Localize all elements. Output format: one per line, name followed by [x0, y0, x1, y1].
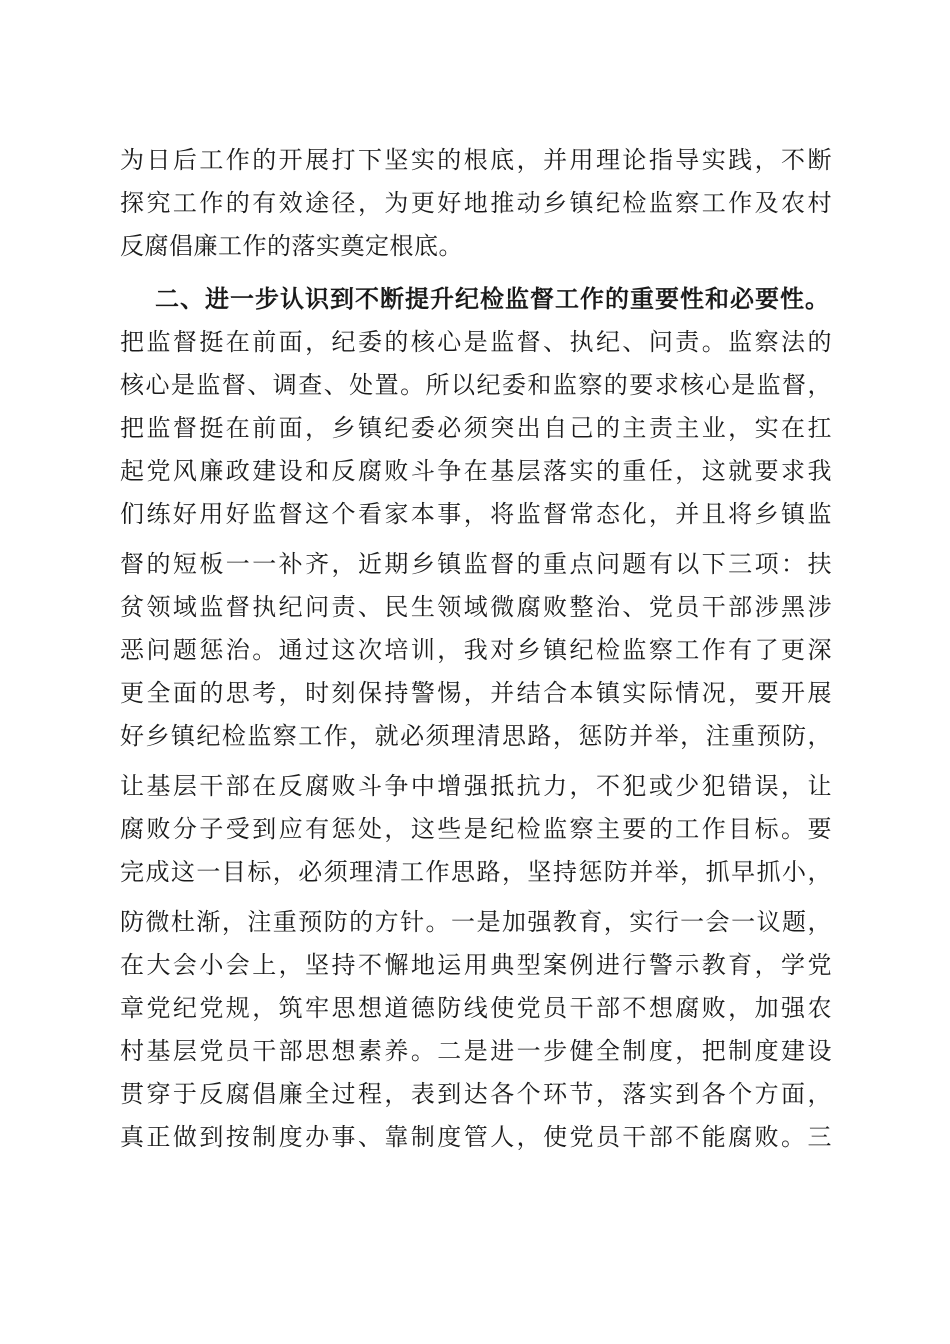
- paragraph-line: 让基层干部在反腐败斗争中增强抵抗力，不犯或少犯错误，让: [120, 772, 832, 800]
- paragraph-line: 们练好用好监督这个看家本事，将监督常态化，并且将乡镇监: [120, 500, 832, 528]
- paragraph-line: 腐败分子受到应有惩处，这些是纪检监察主要的工作目标。要: [120, 815, 832, 843]
- paragraph-line: 探究工作的有效途径，为更好地推动乡镇纪检监察工作及农村: [120, 189, 832, 217]
- paragraph-line: 贯穿于反腐倡廉全过程，表到达各个环节，落实到各个方面，: [120, 1080, 832, 1108]
- paragraph-line: 章党纪党规，筑牢思想道德防线使党员干部不想腐败，加强农: [120, 994, 832, 1022]
- paragraph-line: 把监督挺在前面，乡镇纪委必须突出自己的主责主业，实在扛: [120, 414, 832, 442]
- paragraph-line: 核心是监督、调查、处置。所以纪委和监察的要求核心是监督，: [120, 371, 832, 399]
- paragraph-line: 好乡镇纪检监察工作，就必须理清思路，惩防并举，注重预防，: [120, 722, 832, 750]
- paragraph-line: 督的短板一一补齐，近期乡镇监督的重点问题有以下三项：扶: [120, 550, 832, 578]
- paragraph-line: 在大会小会上，坚持不懈地运用典型案例进行警示教育，学党: [120, 951, 832, 979]
- paragraph-line: 贫领域监督执纪问责、民生领域微腐败整治、党员干部涉黑涉: [120, 593, 832, 621]
- paragraph-line: 村基层党员干部思想素养。二是进一步健全制度，把制度建设: [120, 1037, 832, 1065]
- paragraph-line: 起党风廉政建设和反腐败斗争在基层落实的重任，这就要求我: [120, 457, 832, 485]
- paragraph-line: 反腐倡廉工作的落实奠定根底。: [120, 232, 463, 260]
- paragraph-line: 为日后工作的开展打下坚实的根底，并用理论指导实践，不断: [120, 146, 832, 174]
- paragraph-line: 完成这一目标，必须理清工作思路，坚持惩防并举，抓早抓小，: [120, 858, 832, 886]
- paragraph-line: 防微杜渐，注重预防的方针。一是加强教育，实行一会一议题，: [120, 908, 832, 936]
- paragraph-line: 把监督挺在前面，纪委的核心是监督、执纪、问责。监察法的: [120, 328, 832, 356]
- paragraph-line: 更全面的思考，时刻保持警惕，并结合本镇实际情况，要开展: [120, 679, 832, 707]
- paragraph-line: 恶问题惩治。通过这次培训，我对乡镇纪检监察工作有了更深: [120, 636, 832, 664]
- paragraph-line: 真正做到按制度办事、靠制度管人，使党员干部不能腐败。三: [120, 1123, 832, 1151]
- section-heading: 二、进一步认识到不断提升纪检监督工作的重要性和必要性。: [155, 284, 830, 313]
